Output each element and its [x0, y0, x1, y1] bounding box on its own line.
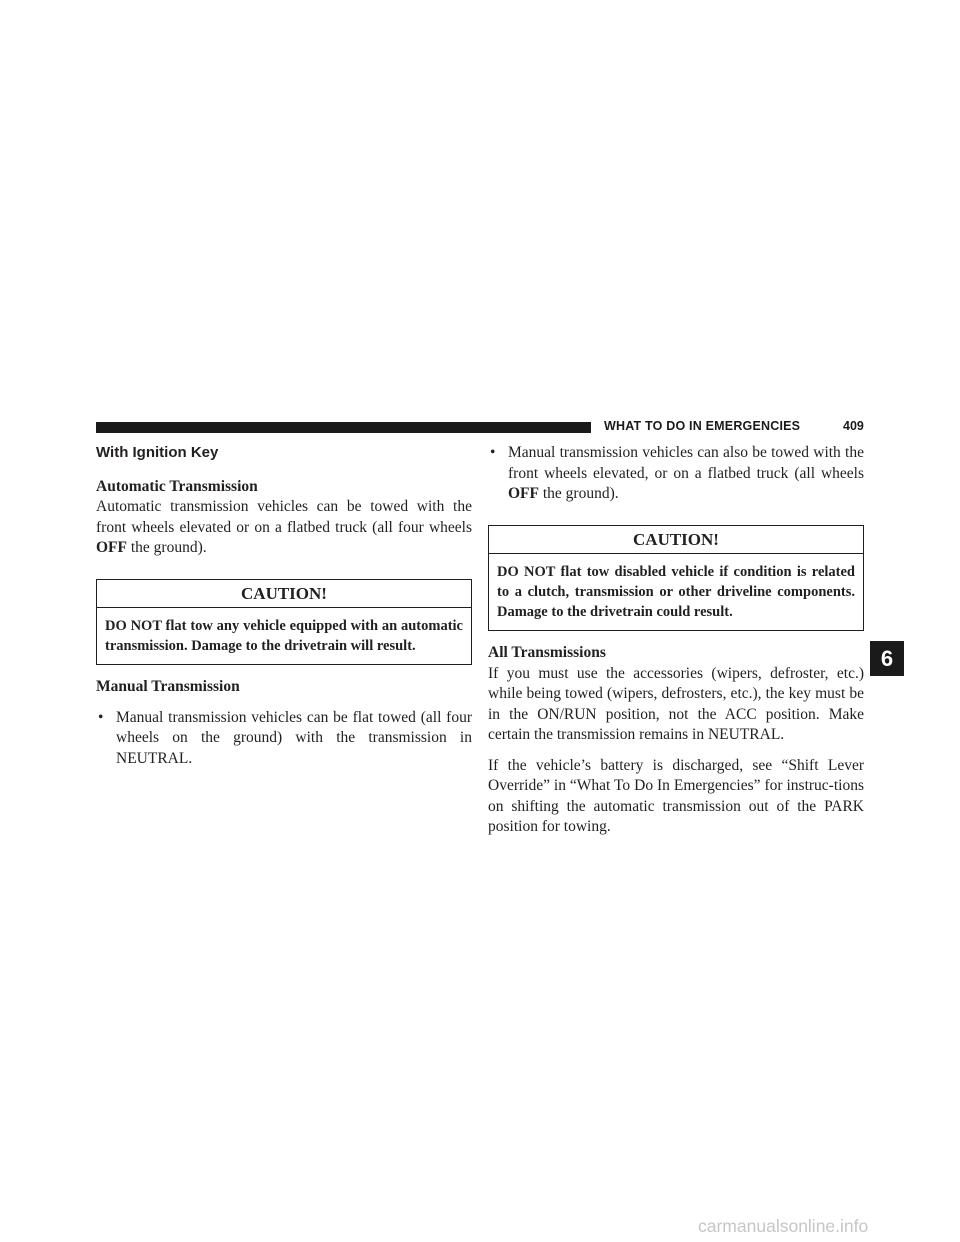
- page-number: 409: [843, 419, 864, 433]
- automatic-transmission-heading: Automatic Transmission: [96, 477, 258, 495]
- right-column: [488, 443, 864, 838]
- bullet-text: Manual transmission vehicles can be flat towed (all four wheels on the ground) with the transmission in NEUTRAL.: [116, 708, 472, 767]
- all-transmissions-paragraph: If you must use the accessories (wipers, defroster, etc.) while being towed (wipers, defrosters, etc.), the key must be in the ON/RUN position, not the ACC position. Make certain the transmission remains in NEUTRAL.: [488, 664, 864, 743]
- caution-text: DO NOT flat tow any vehicle equipped with an automatic transmission. Damage to the drivetrain will result.: [105, 618, 463, 654]
- automatic-transmission-paragraph: [96, 497, 472, 559]
- caution-title: CAUTION!: [489, 526, 863, 555]
- all-transmissions-heading: All Transmissions: [488, 644, 606, 661]
- bullet-text-off: OFF: [508, 485, 539, 502]
- caution-title: CAUTION!: [97, 580, 471, 609]
- auto-text-part-1: Automatic transmission vehicles can be towed with the front wheels elevated or on a flatbed truck (all four wheels: [96, 498, 472, 536]
- battery-paragraph: If the vehicle’s battery is discharged, see “Shift Lever Override” in “What To Do In Emergencies” for instruc-tions on shifting the automatic transmission out of the PARK position for towing.: [488, 756, 864, 835]
- left-column: [96, 443, 472, 769]
- auto-text-off: OFF: [96, 539, 127, 556]
- chapter-tab: 6: [870, 641, 904, 676]
- bullet-text-part-2: the ground).: [539, 485, 619, 502]
- manual-transmission-heading: Manual Transmission: [96, 678, 240, 695]
- auto-text-part-2: the ground).: [127, 539, 207, 556]
- header-rule: [96, 422, 591, 433]
- watermark-text: carmanualsonline.info: [698, 1216, 869, 1236]
- list-item: [96, 708, 472, 770]
- bullet-text-part-1: Manual transmission vehicles can also be towed with the front wheels elevated, or on a flatbed truck (all wheels: [508, 444, 864, 482]
- section-heading: With Ignition Key: [96, 444, 219, 461]
- bullet-icon: •: [490, 444, 496, 461]
- bullet-icon: •: [98, 708, 104, 726]
- caution-box: [96, 579, 472, 666]
- bullet-text: [508, 443, 864, 505]
- list-item: [488, 443, 864, 505]
- caution-box: [488, 525, 864, 632]
- section-title: WHAT TO DO IN EMERGENCIES: [604, 419, 801, 433]
- caution-text: DO NOT flat tow disabled vehicle if condition is related to a clutch, transmission or other driveline components. Damage to the drivetrain could result.: [497, 564, 855, 620]
